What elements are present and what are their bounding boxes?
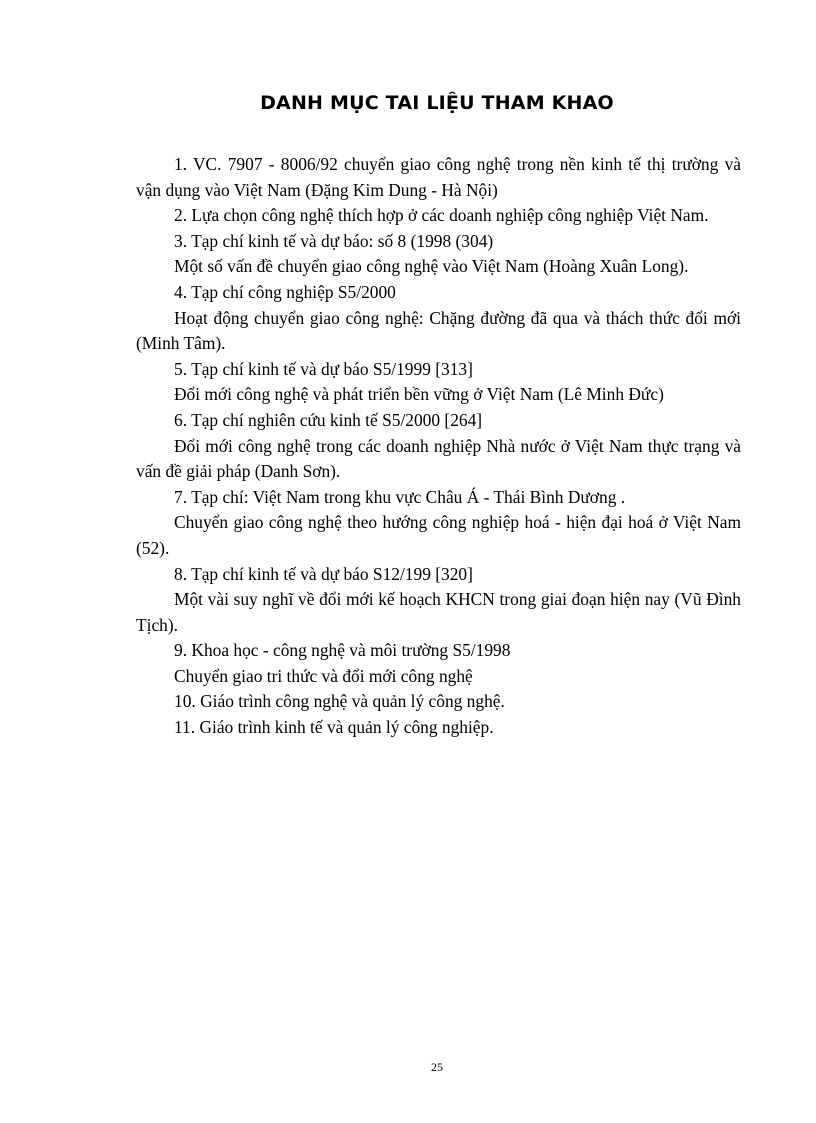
reference-entry: 5. Tạp chí kinh tế và dự báo S5/1999 [313] xyxy=(174,358,473,379)
reference-entry: 6. Tạp chí nghiên cứu kinh tế S5/2000 [264] xyxy=(174,409,483,430)
reference-description: Đổi mới công nghệ trong các doanh nghiệp Nhà nước ở Việt Nam thực trạng và vấn đề giải pháp (Danh Sơn). xyxy=(136,435,741,482)
reference-description: Hoạt động chuyển giao công nghệ: Chặng đường đã qua và thách thức đổi mới (Minh Tâm). xyxy=(136,307,741,354)
reference-description: Đổi mới công nghệ và phát triển bền vững ở Việt Nam (Lê Minh Đức) xyxy=(174,384,664,405)
reference-entry: 9. Khoa học - công nghệ và môi trường S5/1998 xyxy=(174,640,511,661)
reference-entry: 1. VC. 7907 - 8006/92 chuyển giao công nghệ trong nền kinh tế thị trường và vận dụng vào Việt Nam (Đặng Kim Dung - Hà Nội) xyxy=(136,154,741,200)
reference-description: Một vài suy nghĩ về đổi mới kế hoạch KHCN trong giai đoạn hiện nay (Vũ Đình Tịch). xyxy=(136,589,741,635)
page-number: 25 xyxy=(431,1060,443,1074)
reference-entry: 4. Tạp chí công nghiệp S5/2000 xyxy=(174,281,396,302)
reference-entry: 3. Tạp chí kinh tế và dự báo: số 8 (1998 (304) xyxy=(174,230,494,251)
reference-entry: 10. Giáo trình công nghệ và quản lý công nghệ. xyxy=(174,691,505,712)
reference-entry: 7. Tạp chí: Việt Nam trong khu vực Châu Á - Thái Bình Dương . xyxy=(174,486,626,507)
reference-entry: 2. Lựa chọn công nghệ thích hợp ở các doanh nghiệp công nghiệp Việt Nam. xyxy=(174,205,709,226)
reference-description: Một số vấn đề chuyển giao công nghệ vào Việt Nam (Hoàng Xuân Long). xyxy=(174,256,689,277)
reference-entry: 11. Giáo trình kinh tế và quản lý công nghiệp. xyxy=(174,717,494,738)
reference-entry: 8. Tạp chí kinh tế và dự báo S12/199 [320] xyxy=(174,563,473,584)
page-title: DANH MỤC TAI LIỆU THAM KHAO xyxy=(260,92,614,114)
reference-list xyxy=(136,152,741,741)
reference-description: Chuyển giao tri thức và đổi mới công nghệ xyxy=(174,665,473,686)
reference-description: Chuyển giao công nghệ theo hướng công nghiệp hoá - hiện đại hoá ở Việt Nam (52). xyxy=(136,512,741,558)
